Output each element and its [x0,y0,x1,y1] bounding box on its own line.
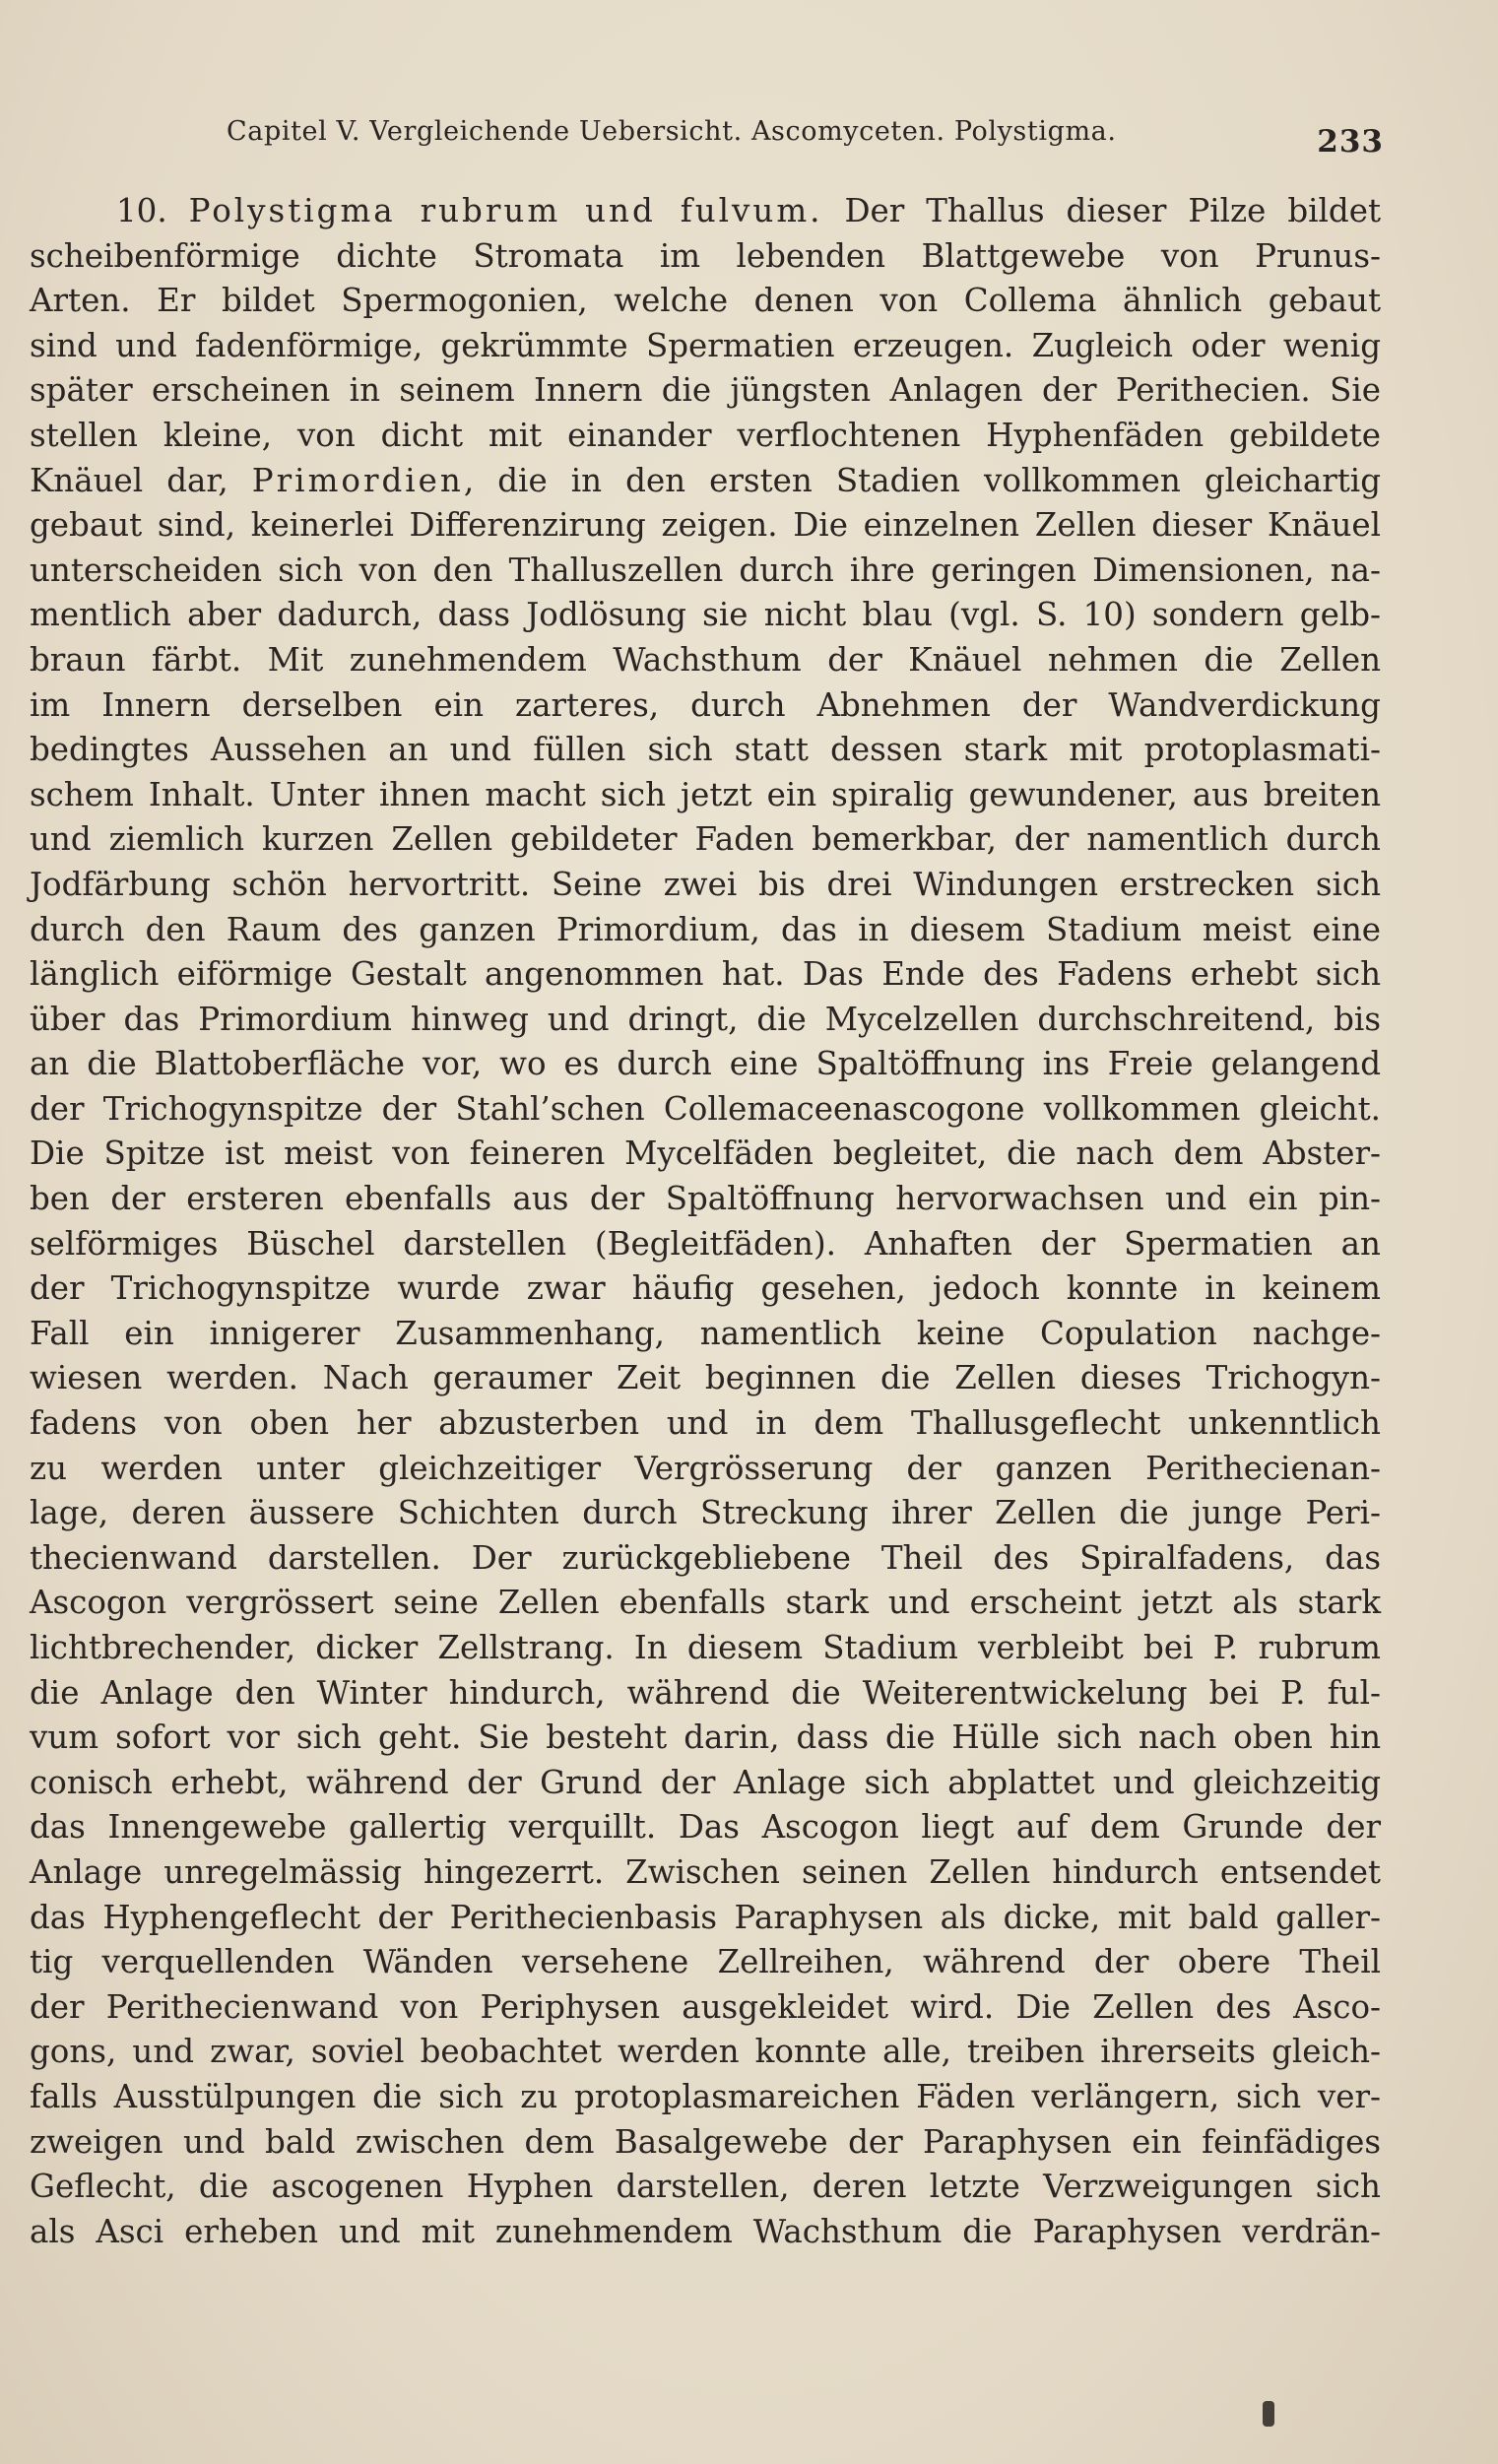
text-line: an die Blattoberfläche vor, wo es durch eine Spaltöffnung ins Freie gelangend [30,1045,1381,1083]
text-line: conisch erhebt, während der Grund der Anlage sich abplattet und gleichzeitig [30,1763,1382,1801]
running-head [227,116,1384,175]
text-line: gebaut sind, keinerlei Differenzirung zeigen. Die einzelnen Zellen dieser Knäuel [30,506,1382,545]
text-line: später erscheinen in seinem Innern die jüngsten Anlagen der Perithecien. Sie [30,371,1381,410]
text-line: die Anlage den Winter hindurch, während die Weiterentwickelung bei P. ful- [30,1673,1381,1712]
text-line: lichtbrechender, dicker Zellstrang. In diesem Stadium verbleibt bei P. rubrum [30,1629,1382,1666]
text-line: Fall ein innigerer Zusammenhang, namentlich keine Copulation nachge- [30,1314,1382,1352]
text-line: Die Spitze ist meist von feineren Mycelfäden begleitet, die nach dem Abster- [30,1135,1381,1173]
page-number: 233 [1317,124,1384,160]
text-line: der Trichogynspitze der Stahl’schen Collemaceenascogone vollkommen gleicht. [30,1089,1382,1128]
text-line [30,459,1381,504]
text-line: Arten. Er bildet Spermogonien, welche denen von Collema ähnlich gebaut [30,282,1381,320]
text-line: schem Inhalt. Unter ihnen macht sich jetzt ein spiralig gewundener, aus breiten [30,775,1382,813]
text-line: lage, deren äussere Schichten durch Streckung ihrer Zellen die junge Peri- [30,1494,1382,1532]
body-paragraph [30,189,1381,2254]
text-line: selförmiges Büschel darstellen (Begleitfäden). Anhaften der Spermatien an [30,1224,1381,1263]
text-line: der Trichogynspitze wurde zwar häufig gesehen, jedoch konnte in keinem [30,1269,1381,1308]
text-line: braun färbt. Mit zunehmendem Wachsthum der Knäuel nehmen die Zellen [30,640,1382,679]
text-line: über das Primordium hinweg und dringt, die Mycelzellen durchschreitend, bis [30,1000,1381,1038]
text-line: bedingtes Aussehen an und füllen sich statt dessen stark mit protoplasmati- [30,731,1381,769]
text-line: zu werden unter gleichzeitiger Vergrösserung der ganzen Perithecienan- [30,1449,1381,1487]
text-line: Geflecht, die ascogenen Hyphen darstellen, deren letzte Verzweigungen sich [30,2168,1381,2206]
text-line: Anlage unregelmässig hingezerrt. Zwischen seinen Zellen hindurch entsendet [30,1852,1381,1891]
line-text: , die in den ersten Stadien vollkommen gleichartig [463,461,1381,499]
text-line: Ascogon vergrössert seine Zellen ebenfalls stark und erscheint jetzt als stark [30,1584,1382,1622]
text-line: fadens von oben her abzusterben und in dem Thallusgeflecht unkenntlich [30,1404,1381,1443]
text-line: länglich eiförmige Gestalt angenommen hat. Das Ende des Fadens erhebt sich [30,955,1381,994]
line-text: Der Thallus dieser Pilze bildet [844,192,1382,229]
text-line: durch den Raum des ganzen Primordium, das in diesem Stadium meist eine [30,910,1382,948]
text-line: gons, und zwar, soviel beobachtet werden konnte alle, treiben ihrerseits gleich- [30,2033,1382,2071]
text-line: ben der ersteren ebenfalls aus der Spaltöffnung hervorwachsen und ein pin- [30,1180,1381,1218]
ink-spot [1263,2401,1274,2427]
text-line: der Perithecienwand von Periphysen ausgekleidet wird. Die Zellen des Asco- [30,1987,1382,2026]
species-heading: Polystigma rubrum und fulvum. [188,192,823,229]
text-line: unterscheiden sich von den Thalluszellen durch ihre geringen Dimensionen, na- [30,551,1381,589]
section-number: 10. [116,192,167,229]
text-line: vum sofort vor sich geht. Sie besteht darin, dass die Hülle sich nach oben hin [30,1718,1381,1757]
text-line: thecienwand darstellen. Der zurückgebliebene Theil des Spiralfadens, das [30,1538,1382,1577]
text-line: scheibenförmige dichte Stromata im lebenden Blattgewebe von Prunus- [30,236,1382,275]
text-line [30,189,1381,234]
text-line: Jodfärbung schön hervortritt. Seine zwei bis drei Windungen erstrecken sich [30,865,1382,903]
text-line: mentlich aber dadurch, dass Jodlösung sie nicht blau (vgl. S. 10) sondern gelb- [30,596,1381,634]
text-line: wiesen werden. Nach geraumer Zeit beginnen die Zellen dieses Trichogyn- [30,1359,1382,1397]
text-line: tig verquellenden Wänden versehene Zellreihen, während der obere Theil [30,1943,1381,1981]
primordien-term: Primordien [251,461,464,499]
line-text: Knäuel dar, [30,461,228,499]
text-line: falls Ausstülpungen die sich zu protoplasmareichen Fäden verlängern, sich ver- [30,2077,1381,2115]
text-line: zweigen und bald zwischen dem Basalgewebe der Paraphysen ein feinfädiges [30,2122,1381,2161]
text-line: das Hyphengeflecht der Perithecienbasis Paraphysen als dicke, mit bald galler- [30,1898,1382,1936]
text-line: und ziemlich kurzen Zellen gebildeter Faden bemerkbar, der namentlich durch [30,820,1381,859]
text-line: als Asci erheben und mit zunehmendem Wachsthum die Paraphysen verdrän- [30,2212,1382,2250]
text-line: im Innern derselben ein zarteres, durch Abnehmen der Wandverdickung [30,685,1381,724]
running-title: Capitel V. Vergleichende Uebersicht. Ascomyceten. Polystigma. [227,116,1117,147]
text-line: sind und fadenförmige, gekrümmte Spermatien erzeugen. Zugleich oder wenig [30,326,1381,364]
text-line: das Innengewebe gallertig verquillt. Das Ascogon liegt auf dem Grunde der [30,1808,1381,1847]
text-line: stellen kleine, von dicht mit einander verflochtenen Hyphenfäden gebildete [30,416,1381,454]
